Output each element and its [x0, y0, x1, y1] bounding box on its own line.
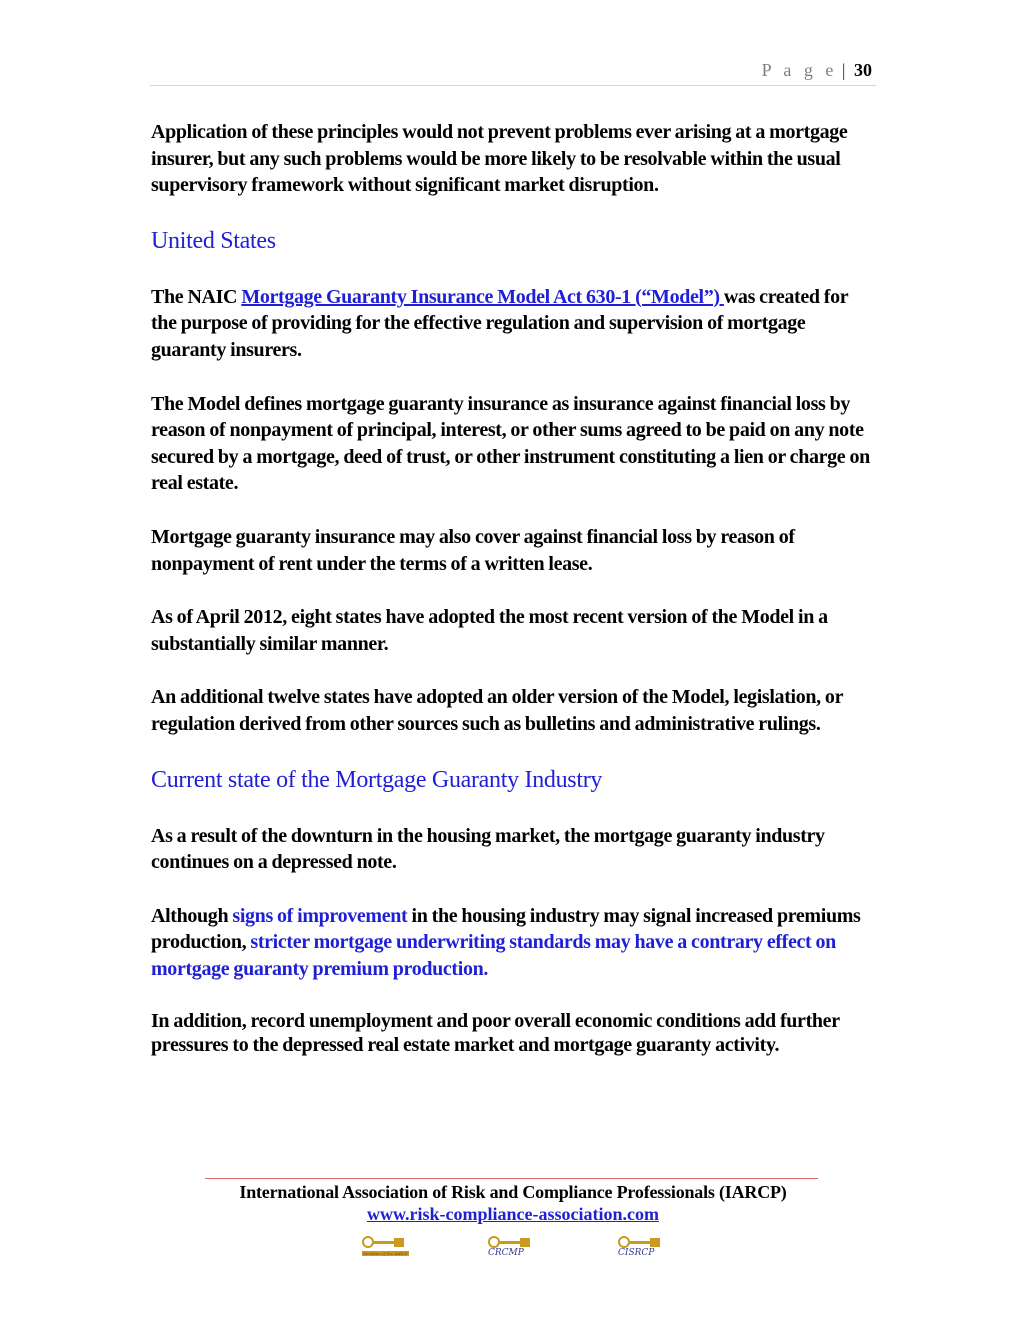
heading-united-states: United States — [151, 227, 276, 254]
paragraph-naic-model — [151, 284, 876, 364]
heading-current-state: Current state of the Mortgage Guaranty Industry — [151, 766, 603, 793]
paragraph-principles: Application of these principles would not prevent problems ever arising at a mortgage insurer, but any such problems would be more likely to be resolvable within the usual supervisory framework without significant market disruption. — [151, 121, 848, 197]
page-header — [150, 58, 876, 86]
association-website-link[interactable]: www.risk-compliance-association.com — [367, 1204, 659, 1224]
paragraph-downturn: As a result of the downturn in the housing market, the mortgage guaranty industry continues on a depressed note. — [151, 824, 825, 874]
logo-label: CISRCP — [618, 1248, 655, 1258]
page-separator: | — [841, 60, 846, 80]
footer-url — [150, 1204, 876, 1225]
paragraph-rent-coverage: Mortgage guaranty insurance may also cover against financial loss by reason of nonpayment of rent under the terms of a written lease. — [151, 525, 795, 575]
paragraph-improvement-mid: in the housing industry may signal increased premiums production, — [151, 904, 861, 954]
stricter-underwriting-text: stricter mortgage underwriting standards may have a contrary effect on mortgage guaranty premium production. — [151, 931, 836, 980]
key-logo-icon — [360, 1234, 410, 1260]
page-number: 30 — [854, 60, 872, 80]
footer-organization: International Association of Risk and Compliance Professionals (IARCP) — [239, 1182, 787, 1202]
page-word: P a g e — [761, 60, 838, 80]
page-number-label — [762, 60, 872, 81]
logo-label: Member of the IARCP — [363, 1251, 408, 1256]
paragraph-improvement-text: Although — [151, 904, 233, 927]
paragraph-naic-text: The NAIC — [151, 285, 242, 308]
paragraph-naic-text-rest: was created for the purpose of providing for the effective regulation and supervision of mortgage guaranty insurers. — [151, 285, 848, 361]
document-body — [151, 119, 876, 1084]
footer-logos — [360, 1234, 670, 1262]
model-act-link[interactable]: Mortgage Guaranty Insurance Model Act 630-1 (“Model”) — [241, 285, 724, 308]
paragraph-improvement — [151, 903, 876, 983]
paragraph-unemployment: In addition, record unemployment and poor overall economic conditions add further pressures to the depressed real estate market and mortgage guaranty activity. — [151, 1010, 840, 1057]
footer-divider — [205, 1178, 818, 1179]
paragraph-twelve-states: An additional twelve states have adopted an older version of the Model, legislation, or regulation derived from other sources such as bulletins and administrative rulings. — [151, 686, 843, 735]
logo-label: CRCMP — [488, 1248, 524, 1258]
key-logo-icon — [616, 1234, 666, 1260]
paragraph-april-2012: As of April 2012, eight states have adopted the most recent version of the Model in a substantially similar manner. — [151, 606, 828, 655]
key-logo-icon — [486, 1234, 536, 1260]
paragraph-model-definition: The Model defines mortgage guaranty insurance as insurance against financial loss by reason of nonpayment of principal, interest, or other sums agreed to be paid on any note secured by a mortgage, deed of trust, or other instrument constituting a lien or charge on real estate. — [151, 392, 870, 495]
signs-of-improvement-text: signs of improvement — [232, 904, 408, 927]
